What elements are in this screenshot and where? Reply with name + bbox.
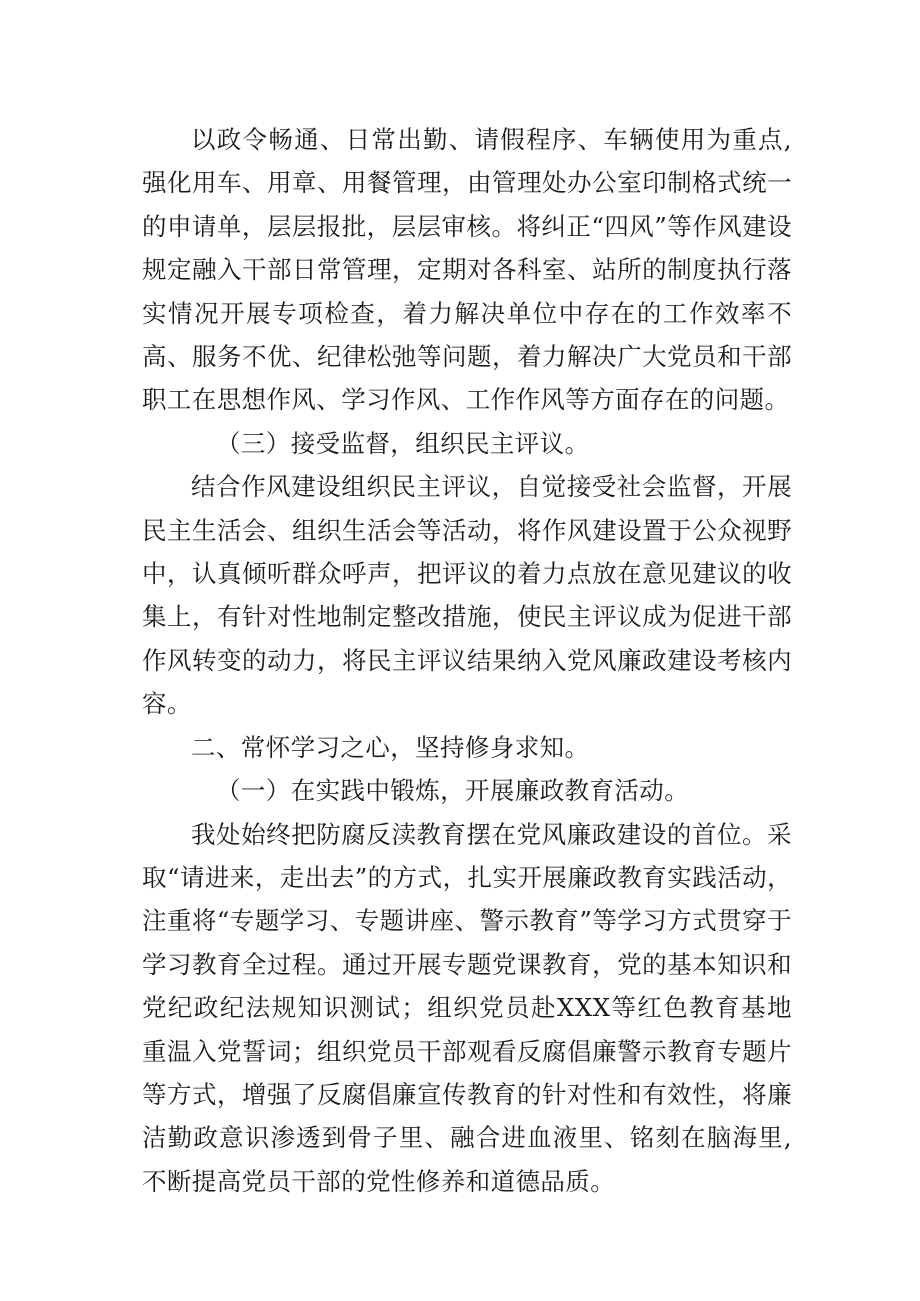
body-paragraph-2: 结合作风建设组织民主评议，自觉接受社会监督，开展民主生活会、组织生活会等活动，将作风建设置于公众视野中，认真倾听群众呼声，把评议的着力点放在意见建议的收集上，有针对性地制定整改措施，使民主评议成为促进干部作风转变的动力，将民主评议结果纳入党风廉政建设考核内容。 [142,472,792,719]
body-paragraph-3: 我处始终把防腐反渎教育摆在党风廉政建设的首位。采取“请进来，走出去”的方式，扎实开展廉政教育实践活动，注重将“专题学习、专题讲座、警示教育”等学习方式贯穿于学习教育全过程。通过开展专题党课教育，党的基本知识和党纪政纪法规知识测试；组织党员赴XXX等红色教育基地重温入党誓词；组织党员干部观看反腐倡廉警示教育专题片等方式，增强了反腐倡廉宣传教育的针对性和有效性，将廉洁勤政意识渗透到骨子里、融合进血液里、铭刻在脑海里,不断提高党员干部的党性修养和道德品质。 [142,819,792,1196]
subheading-1: （一）在实践中锻炼，开展廉政教育活动。 [216,776,690,806]
body-paragraph-1: 以政令畅通、日常出勤、请假程序、车辆使用为重点,强化用车、用章、用餐管理，由管理处办公室印制格式统一的申请单，层层报批，层层审核。将纠正“四风”等作风建设规定融入干部日常管理，定期对各科室、站所的制度执行落实情况开展专项检查，着力解决单位中存在的工作效率不高、服务不优、纪律松弛等问题，着力解决广大党员和干部职工在思想作风、学习作风、工作作风等方面存在的问题。 [142,125,792,415]
subheading-3: （三）接受监督，组织民主评议。 [216,428,590,458]
section-heading-2: 二、常怀学习之心，坚持修身求知。 [191,732,590,762]
document-body [142,118,792,1203]
